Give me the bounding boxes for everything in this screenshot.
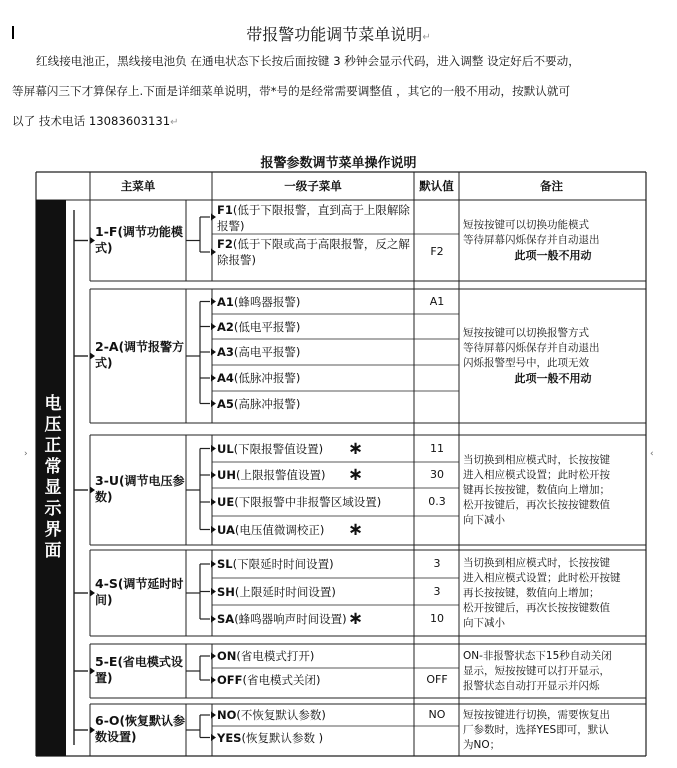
star-icon: ∗ xyxy=(348,437,364,459)
arrow-head-icon xyxy=(211,526,216,533)
main-menu-cell: 1-F(调节功能模式) xyxy=(95,223,183,255)
submenu-item: F2(低于下限或高于高限报警，反之解除报警) xyxy=(217,237,410,267)
arrow-head-icon xyxy=(211,375,216,382)
note-cell: ON-非报警状态下15秒自动关闭 显示，短按按键可以打开显示， 报警状态自动打开显示并闪烁 xyxy=(463,649,612,692)
margin-marker-icon: ‹ xyxy=(650,449,654,459)
submenu-item: SL(下限延时时间设置) xyxy=(217,557,334,571)
submenu-item: UA(电压值微调校正) xyxy=(217,522,325,537)
default-value: A1 xyxy=(429,294,445,308)
arrow-head-icon xyxy=(211,349,216,356)
default-value: OFF xyxy=(426,673,448,686)
note-cell: 当切换到相应模式时，长按按键 进入相应模式设置；此时松开按 键再长按按键，数值向上增加； 松开按键后，再次长按按键数值 向下减小 xyxy=(463,453,610,526)
margin-marker-icon: › xyxy=(24,449,28,459)
main-menu-cell: 5-E(省电模式设置) xyxy=(95,654,183,685)
paragraph-line: 等屏幕闪三下才算保存上.下面是详细菜单说明，带*号的是经常需要调整值 ，其它的一般不用动，按默认就可 xyxy=(12,84,571,98)
arrow-head-icon xyxy=(211,561,216,568)
submenu-item: A3(高电平报警) xyxy=(217,345,301,359)
arrow-head-icon xyxy=(211,499,216,506)
arrow-head-icon xyxy=(211,298,216,305)
header-main-menu: 主菜单 xyxy=(120,179,156,193)
submenu-item: UL(下限报警值设置) xyxy=(217,441,324,456)
note-cell: 短按按键可以切换报警方式 等待屏幕闪烁保存并自动退出 闪烁报警型号中，此项无效 此项一般不用动 xyxy=(463,327,600,385)
side-label: 电压正常显示界面 xyxy=(36,200,66,756)
arrow-head-icon xyxy=(211,323,216,330)
arrow-head-icon xyxy=(211,653,216,660)
submenu-item: NO(不恢复默认参数) xyxy=(217,708,326,722)
default-value: 3 xyxy=(433,584,441,598)
default-value: 3 xyxy=(433,557,441,570)
arrow-head-icon xyxy=(211,472,216,479)
arrow-head-icon xyxy=(211,677,216,684)
star-icon: ∗ xyxy=(348,464,364,485)
arrow-head-icon xyxy=(211,588,216,595)
submenu-item: OFF(省电模式关闭) xyxy=(217,673,321,687)
document-title: 带报警功能调节菜单说明↵ xyxy=(246,25,431,44)
arrow-head-icon xyxy=(211,734,216,741)
star-icon: ∗ xyxy=(348,608,364,629)
submenu-item: A2(低电平报警) xyxy=(217,319,301,334)
submenu-item: ON(省电模式打开) xyxy=(217,649,315,663)
submenu-item: SA(蜂鸣器响声时间设置) xyxy=(217,612,347,626)
submenu-item: A5(高脉冲报警) xyxy=(217,396,301,411)
submenu-item: UH(上限报警值设置) xyxy=(217,468,326,482)
submenu-item: F1(低于下限报警，直到高于上限解除报警) xyxy=(217,203,410,233)
arrow-head-icon xyxy=(211,445,216,452)
main-menu-cell: 2-A(调节报警方式) xyxy=(95,339,185,370)
note-cell: 当切换到相应模式时，长按按键 进入相应模式设置；此时松开按键 再长按按键，数值向上增加； 松开按键后，再次长按按键数值 向下减小 xyxy=(463,556,621,629)
star-icon: ∗ xyxy=(348,518,364,540)
paragraph-line: 以了 技术电话 13083603131↵ xyxy=(12,114,179,128)
default-value: 0.3 xyxy=(428,495,446,508)
arrow-head-icon xyxy=(211,400,216,407)
default-value: 11 xyxy=(430,441,444,455)
arrow-head-icon xyxy=(211,712,216,719)
default-value: 10 xyxy=(430,612,444,625)
arrow-head-icon xyxy=(211,249,216,256)
default-value: 30 xyxy=(430,468,444,481)
note-cell: 短按按键进行切换，需要恢复出 厂参数时，选择YES即可，默认 为NO； xyxy=(463,708,610,751)
default-value: NO xyxy=(428,708,446,721)
table-title: 报警参数调节菜单操作说明 xyxy=(260,156,417,171)
header-note: 备注 xyxy=(540,179,563,193)
submenu-item: A1(蜂鸣器报警) xyxy=(217,294,301,309)
submenu-item: YES(恢复默认参数 ) xyxy=(217,730,324,745)
submenu-item: UE(下限报警中非报警区域设置) xyxy=(217,495,382,509)
submenu-item: SH(上限延时时间设置) xyxy=(217,584,336,599)
main-menu-cell: 6-O(恢复默认参数设置) xyxy=(95,713,186,744)
arrow-head-icon xyxy=(211,616,216,623)
default-value: F2 xyxy=(430,245,444,258)
submenu-item: A4(低脉冲报警) xyxy=(217,371,301,385)
header-submenu: 一级子菜单 xyxy=(284,179,342,193)
note-cell: 短按按键可以切换功能模式 等待屏幕闪烁保存并自动退出 此项一般不用动 xyxy=(463,219,600,262)
paragraph-line: 红线接电池正，黑线接电池负 在通电状态下长按后面按键 3 秒钟会显示代码，进入调整 设定好后不要动， xyxy=(36,54,580,68)
main-menu-cell: 3-U(调节电压参数) xyxy=(95,473,185,504)
arrow-head-icon xyxy=(211,214,216,221)
main-menu-cell: 4-S(调节延时时间) xyxy=(95,576,184,607)
header-default: 默认值 xyxy=(419,179,454,193)
